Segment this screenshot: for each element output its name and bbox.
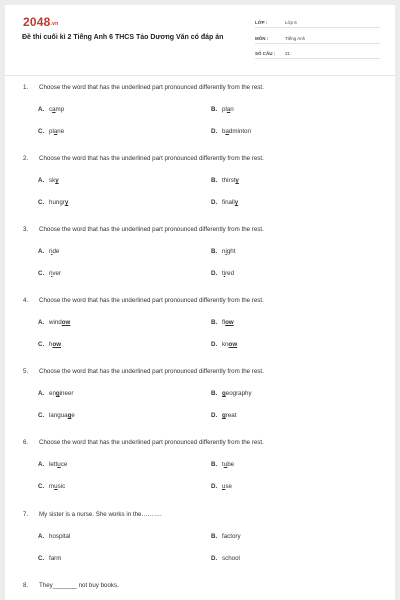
underlined-sound: g <box>222 412 226 419</box>
option-word <box>49 341 61 348</box>
exam-title: Đề thi cuối kì 2 Tiếng Anh 6 THCS Tảo Dương Văn có đáp án <box>22 34 224 41</box>
answer-option[interactable] <box>38 555 61 562</box>
question-number: 5. <box>23 368 29 375</box>
option-word <box>222 341 237 348</box>
option-word-part: pl <box>49 128 54 135</box>
option-letter: D. <box>211 199 218 206</box>
option-word <box>49 270 61 277</box>
header-divider <box>5 75 395 76</box>
answer-option[interactable] <box>211 270 234 277</box>
meta-class-value: Lớp 6 <box>285 20 297 25</box>
underlined-sound: ow <box>228 341 238 348</box>
underlined-sound: a <box>53 128 58 135</box>
option-word-part: t <box>222 461 224 468</box>
question-stem <box>23 511 162 518</box>
answer-option[interactable] <box>211 177 239 184</box>
answer-option[interactable] <box>211 128 251 135</box>
underlined-sound: u <box>222 483 226 490</box>
question-number: 2. <box>23 155 29 162</box>
option-letter: B. <box>211 106 218 113</box>
answer-option[interactable] <box>38 128 64 135</box>
question-number: 4. <box>23 297 29 304</box>
option-letter: B. <box>211 461 218 468</box>
option-word <box>222 461 234 468</box>
answer-option[interactable] <box>211 483 232 490</box>
answer-option[interactable] <box>38 270 61 277</box>
meta-count-key: SỐ CÂU : <box>255 51 276 56</box>
answer-option[interactable] <box>38 483 65 490</box>
option-word-part: be <box>227 461 235 468</box>
option-word-part: ineer <box>59 390 74 397</box>
option-word-part: dminton <box>228 128 251 135</box>
option-word <box>222 128 251 135</box>
meta-subject-value: Tiếng Anh <box>285 36 306 41</box>
answer-option[interactable] <box>211 199 238 206</box>
question-text: Choose the word that has the underlined part pronounced differently from the rest. <box>39 226 264 233</box>
option-letter: A. <box>38 390 45 397</box>
option-word <box>49 319 70 326</box>
option-word-part: ver <box>52 270 62 277</box>
option-word <box>49 483 65 490</box>
option-letter: C. <box>38 555 45 562</box>
option-letter: C. <box>38 412 45 419</box>
option-word-part: n <box>230 106 234 113</box>
question-number: 8. <box>23 582 29 589</box>
answer-option[interactable] <box>38 177 59 184</box>
logo-text: 2048 <box>23 15 51 29</box>
option-letter: C. <box>38 199 45 206</box>
option-word-part: de <box>52 248 60 255</box>
option-word-part: school <box>222 555 240 562</box>
logo-suffix: .vn <box>50 21 59 27</box>
underlined-sound: a <box>225 128 229 135</box>
option-word-part: hungr <box>49 199 65 206</box>
question-text: My sister is a nurse. She works in the………. <box>39 511 162 518</box>
option-word-part: lett <box>49 461 58 468</box>
option-letter: B. <box>211 533 218 540</box>
option-word <box>49 412 75 419</box>
underlined-sound: y <box>64 199 69 206</box>
option-letter: D. <box>211 412 218 419</box>
exam-header <box>5 5 395 75</box>
option-word <box>222 177 239 184</box>
option-word-part: kn <box>222 341 229 348</box>
option-letter: B. <box>211 319 218 326</box>
question-number: 1. <box>23 84 29 91</box>
option-word <box>49 128 64 135</box>
option-letter: C. <box>38 341 45 348</box>
option-word <box>49 199 68 206</box>
option-letter: B. <box>211 177 218 184</box>
underlined-sound: y <box>234 199 239 206</box>
meta-class-key: LỚP : <box>255 20 268 25</box>
option-word-part: r <box>49 270 52 277</box>
underlined-sound: i <box>223 270 226 277</box>
meta-class-row <box>255 17 380 28</box>
option-word-part: pl <box>222 106 227 113</box>
answer-option[interactable] <box>211 248 235 255</box>
underlined-sound: u <box>57 461 61 468</box>
question-stem <box>23 582 119 589</box>
option-word-part: mp <box>55 106 65 113</box>
option-letter: C. <box>38 483 45 490</box>
option-word-part: hospital <box>49 533 71 540</box>
underlined-sound: y <box>235 177 239 184</box>
option-letter: A. <box>38 248 45 255</box>
answer-option[interactable] <box>38 390 73 397</box>
underlined-sound: u <box>223 461 228 468</box>
answer-option[interactable] <box>38 461 67 468</box>
answer-option[interactable] <box>38 248 59 255</box>
option-word <box>222 248 235 255</box>
option-word <box>49 177 59 184</box>
option-word-part: se <box>225 483 232 490</box>
option-word <box>49 106 64 113</box>
option-letter: D. <box>211 555 218 562</box>
answer-option[interactable] <box>211 461 234 468</box>
question-text: Choose the word that has the underlined part pronounced differently from the rest. <box>39 439 264 446</box>
option-word-part: factory <box>222 533 241 540</box>
option-word <box>222 270 234 277</box>
option-word-part: en <box>49 390 56 397</box>
option-word-part: ne <box>57 128 65 135</box>
underlined-sound: g <box>67 412 72 419</box>
underlined-sound: g <box>55 390 60 397</box>
question-stem <box>23 439 264 446</box>
question-stem <box>23 84 264 91</box>
option-letter: B. <box>211 248 218 255</box>
answer-option[interactable] <box>211 555 240 562</box>
option-letter: C. <box>38 270 45 277</box>
question-text: Choose the word that has the underlined part pronounced differently from the rest. <box>39 84 264 91</box>
option-word-part: langua <box>49 412 68 419</box>
option-letter: D. <box>211 270 218 277</box>
question-text: Choose the word that has the underlined part pronounced differently from the rest. <box>39 155 264 162</box>
option-word-part: ght <box>226 248 236 255</box>
option-letter: A. <box>38 461 45 468</box>
underlined-sound: i <box>51 248 53 255</box>
underlined-sound: ow <box>225 319 234 326</box>
option-word-part: c <box>49 106 53 113</box>
option-word <box>222 319 234 326</box>
answer-option[interactable] <box>38 533 70 540</box>
option-word-part: finall <box>222 199 235 206</box>
meta-subject-row <box>255 33 380 44</box>
option-word-part: thirst <box>222 177 236 184</box>
question-stem <box>23 155 264 162</box>
option-word <box>49 533 70 540</box>
underlined-sound: i <box>225 248 227 255</box>
underlined-sound: u <box>54 483 58 490</box>
option-word <box>222 390 252 397</box>
option-word-part: ce <box>60 461 68 468</box>
option-letter: B. <box>211 390 218 397</box>
option-word <box>49 461 67 468</box>
option-word <box>222 106 234 113</box>
option-word-part: h <box>49 341 53 348</box>
question-stem <box>23 226 264 233</box>
question-stem <box>23 368 264 375</box>
option-word <box>49 390 73 397</box>
answer-option[interactable] <box>211 533 241 540</box>
option-word-part: e <box>71 412 75 419</box>
option-letter: A. <box>38 319 45 326</box>
option-letter: A. <box>38 106 45 113</box>
option-word-part: m <box>49 483 55 490</box>
option-word <box>49 248 59 255</box>
answer-option[interactable] <box>211 341 237 348</box>
answer-option[interactable] <box>211 390 252 397</box>
option-word <box>222 199 238 206</box>
underlined-sound: i <box>51 270 53 277</box>
answer-option[interactable] <box>38 412 75 419</box>
underlined-sound: g <box>222 390 226 397</box>
option-letter: A. <box>38 533 45 540</box>
option-word-part: sic <box>57 483 66 490</box>
question-number: 7. <box>23 511 29 518</box>
option-word <box>222 412 236 419</box>
option-word <box>49 555 61 562</box>
underlined-sound: a <box>226 106 231 113</box>
option-word-part: fl <box>222 319 226 326</box>
answer-option[interactable] <box>211 319 234 326</box>
underlined-sound: ow <box>61 319 71 326</box>
exam-sheet <box>5 5 395 600</box>
answer-option[interactable] <box>38 199 68 206</box>
answer-option[interactable] <box>38 319 70 326</box>
site-logo[interactable] <box>23 15 58 29</box>
meta-count-row <box>255 48 380 59</box>
option-word-part: reat <box>225 412 237 419</box>
question-stem <box>23 297 264 304</box>
option-letter: D. <box>211 128 218 135</box>
option-word-part: t <box>222 270 224 277</box>
answer-option[interactable] <box>38 106 64 113</box>
option-letter: D. <box>211 483 218 490</box>
option-word-part: b <box>222 128 226 135</box>
option-word-part: n <box>222 248 226 255</box>
option-word-part: wind <box>49 319 62 326</box>
option-word-part: eography <box>225 390 252 397</box>
question-text: Choose the word that has the underlined part pronounced differently from the rest. <box>39 297 264 304</box>
answer-option[interactable] <box>211 412 236 419</box>
underlined-sound: a <box>52 106 56 113</box>
option-letter: A. <box>38 177 45 184</box>
option-word-part: sk <box>49 177 56 184</box>
option-word <box>222 555 240 562</box>
option-word-part: red <box>225 270 235 277</box>
option-letter: C. <box>38 128 45 135</box>
question-text: They_______ not buy books. <box>39 582 119 589</box>
meta-count-value: 31 <box>285 51 291 56</box>
option-word-part: farm <box>49 555 62 562</box>
answer-option[interactable] <box>211 106 234 113</box>
option-letter: D. <box>211 341 218 348</box>
option-word <box>222 533 241 540</box>
option-word-part: r <box>49 248 52 255</box>
answer-option[interactable] <box>38 341 61 348</box>
question-number: 6. <box>23 439 29 446</box>
underlined-sound: ow <box>52 341 62 348</box>
question-text: Choose the word that has the underlined part pronounced differently from the rest. <box>39 368 264 375</box>
underlined-sound: y <box>55 177 59 184</box>
option-word <box>222 483 232 490</box>
meta-subject-key: MÔN : <box>255 36 269 41</box>
question-number: 3. <box>23 226 29 233</box>
